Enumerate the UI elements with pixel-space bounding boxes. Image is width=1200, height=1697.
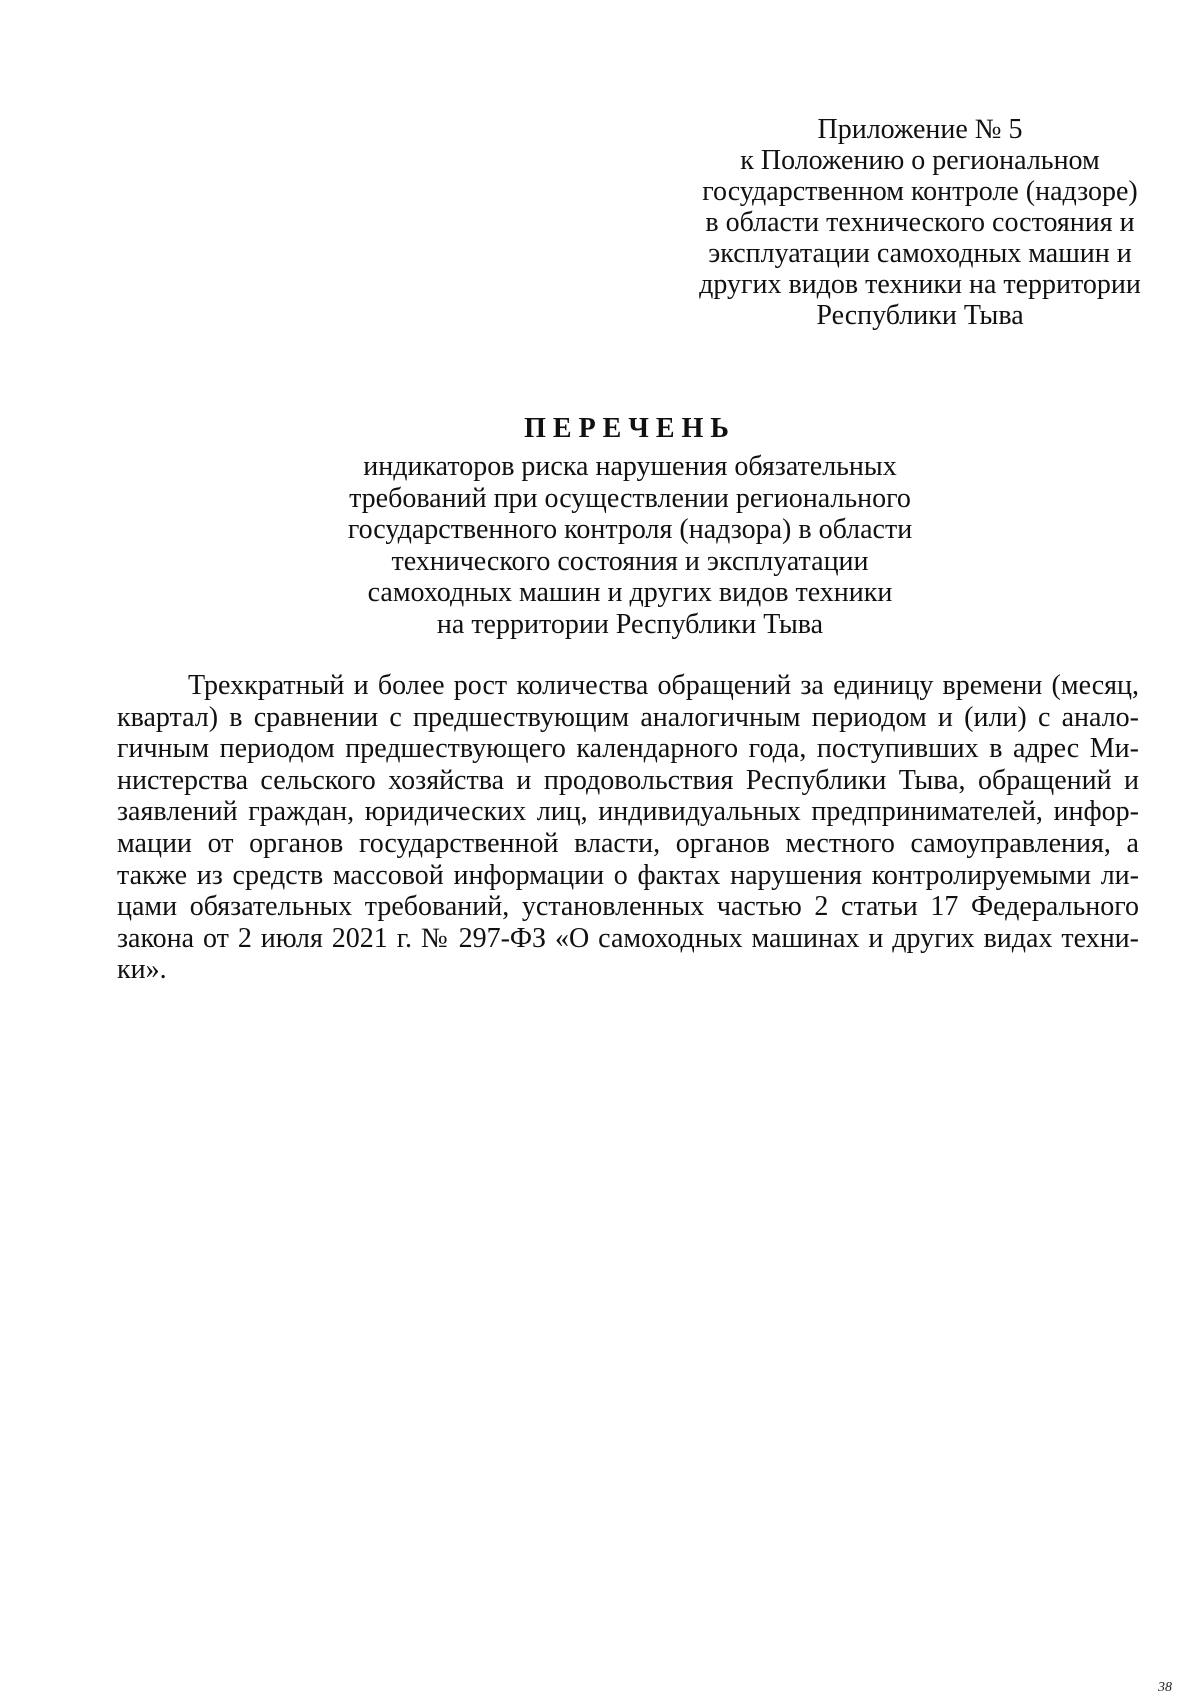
appendix-line: в области технического состояния и	[705, 207, 1135, 238]
document-heading	[300, 409, 960, 640]
subtitle-line: требований при осуществлении регионального	[349, 482, 911, 514]
subtitle-line: самоходных машин и других видов техники	[367, 577, 893, 608]
subtitle-line: технического состояния и эксплуатации	[391, 545, 869, 577]
appendix-line: государственном контроле (надзоре)	[702, 176, 1138, 207]
paragraph-line: заявлений граждан, юридических лиц, индивидуальных предпринимателей, инфор-	[117, 796, 1139, 828]
appendix-header	[690, 114, 1150, 331]
appendix-line: Республики Тыва	[816, 300, 1024, 331]
paragraph-line: нистерства сельского хозяйства и продовольствия Республики Тыва, обращений и	[117, 764, 1139, 796]
appendix-line: к Положению о региональном	[740, 145, 1100, 176]
document-subtitle	[300, 451, 960, 640]
paragraph-line: закона от 2 июля 2021 г. № 297-ФЗ «О самоходных машинах и других видах техни-	[117, 922, 1139, 954]
paragraph-line: цами обязательных требований, установленных частью 2 статьи 17 Федерального	[117, 891, 1139, 923]
body-paragraph	[117, 670, 1139, 986]
paragraph-line: Трехкратный и более рост количества обращений за единицу времени (месяц,	[188, 670, 1139, 701]
subtitle-line: государственного контроля (надзора) в области	[347, 514, 913, 545]
paragraph-line: мации от органов государственной власти, органов местного самоуправления, а	[117, 827, 1139, 859]
paragraph-line: ки».	[117, 954, 167, 986]
appendix-line: Приложение № 5	[817, 114, 1023, 145]
page-number: 38	[1158, 1680, 1172, 1695]
appendix-line: других видов техники на территории	[699, 269, 1141, 300]
paragraph-line: квартал) в сравнении с предшествующим аналогичным периодом и (или) с анало-	[117, 701, 1139, 733]
subtitle-line: индикаторов риска нарушения обязательных	[363, 451, 897, 482]
paragraph-line: гичным периодом предшествующего календарного года, поступивших в адрес Ми-	[117, 733, 1139, 765]
paragraph-line: также из средств массовой информации о фактах нарушения контролируемыми ли-	[117, 859, 1139, 891]
subtitle-line: на территории Республики Тыва	[436, 608, 824, 640]
appendix-line: эксплуатации самоходных машин и	[708, 238, 1132, 269]
document-title: ПЕРЕЧЕНЬ	[524, 413, 736, 444]
